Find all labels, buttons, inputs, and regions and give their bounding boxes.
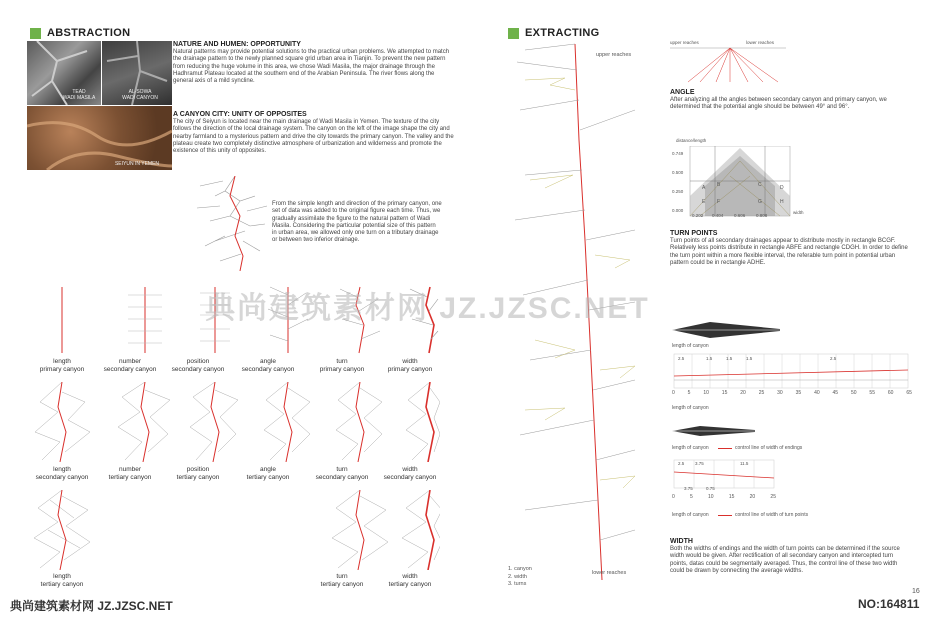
photo-wadi-masila — [27, 41, 101, 105]
angle-heading: ANGLE — [670, 89, 695, 96]
s1-top-3: 1.5 — [746, 356, 753, 361]
s2-body: The city of Seiyun is located near the main drainage of Wadi Masila in Yemen. The texture of the city follows the direction of the local drainage system. The canyon on the left of the image shape the city and nearby farmland to a mysterious pattern and drive the city towards the primary canyon. The valley and the plateau create two completely distinctive atmosphere of urbanization and wilderness and promote the existence of this unity of opposites. — [173, 119, 454, 155]
s2-mid-0: 3.75 — [684, 486, 693, 491]
width-taper-2 — [670, 422, 760, 440]
point-c: C — [758, 182, 762, 188]
width-body: Both the widths of endings and the width of turn points can be determined if the source width would be given. After rectification of all secondary canyon and intercepted turn points, datas could be segmentally averaged. Thus, the control line of these two width could be drawn by connecting the average widths. — [670, 546, 900, 574]
legend-item-turns: 3. turns — [508, 581, 527, 587]
s2-top-2: 11.5 — [740, 461, 749, 466]
y-tick-1: 0.500 — [672, 170, 684, 175]
legend — [508, 566, 532, 589]
width-taper-1 — [670, 318, 790, 342]
s1-heading: NATURE AND HUMEN: OPPORTUNITY — [173, 41, 301, 48]
label-number-tertiary: number tertiary canyon — [108, 466, 152, 481]
x-tick-1: 0.404 — [712, 213, 724, 218]
footer-right: NO:164811 — [858, 597, 920, 611]
diagram-row-2 — [30, 382, 440, 462]
angle-body: After analyzing all the angles between secondary canyon and primary canyon, we determined that the potential angle should be between 49° and 96°. — [670, 97, 887, 111]
lower-reaches-label: lower reaches — [592, 570, 627, 576]
label-position-secondary: position secondary canyon — [171, 358, 225, 373]
label-angle-tertiary: angle tertiary canyon — [246, 466, 290, 481]
len-label-3: length of canyon — [672, 445, 709, 451]
point-f: F — [717, 199, 721, 205]
legend-item-width: 2. width — [508, 573, 527, 580]
len-label-4: length of canyon — [672, 512, 709, 518]
x-tick-0: 0.202 — [692, 213, 704, 218]
label-turn-primary: turn primary canyon — [319, 358, 365, 373]
angle-fan-diagram — [668, 40, 788, 85]
label-angle-secondary: angle secondary canyon — [241, 358, 295, 373]
photo-caption-1: TEAD WADI MASILA — [62, 89, 96, 101]
green-square-icon — [508, 28, 519, 39]
s2-top-0: 2.5 — [678, 461, 685, 466]
s1-top-0: 2.5 — [678, 356, 685, 361]
label-number-secondary: number secondary canyon — [103, 358, 157, 373]
label-width-tertiary: width tertiary canyon — [388, 573, 432, 588]
upper-reaches-label: upper reaches — [596, 52, 632, 58]
drainage-figure-main — [195, 176, 270, 271]
scale2-tick: 0 — [672, 494, 675, 500]
point-d: D — [780, 185, 784, 191]
len-label-2: length of canyon — [672, 405, 709, 411]
scale1-tick: 0 — [672, 390, 675, 396]
scale1-tick: 55 — [869, 390, 875, 396]
label-length-primary: length primary canyon — [39, 358, 85, 373]
endings-legend-line — [718, 448, 732, 449]
scale2-tick: 5 — [690, 494, 693, 500]
x-tick-2: 0.606 — [734, 213, 746, 218]
abstraction-title: ABSTRACTION — [47, 27, 131, 39]
scale2-tick: 15 — [728, 494, 735, 500]
photo-caption-3: SEIYUN IN YEMEN — [114, 161, 160, 167]
scale1-tick: 10 — [703, 390, 709, 396]
y-tick-0: 0.749 — [672, 151, 684, 156]
scale1-tick: 60 — [887, 390, 894, 396]
extracting-title: EXTRACTING — [525, 27, 600, 39]
y-tick-3: 0.000 — [672, 208, 684, 213]
scale2-ticks — [672, 494, 776, 500]
scale1-tick: 35 — [795, 390, 802, 396]
point-g: G — [758, 199, 762, 205]
label-position-tertiary: position tertiary canyon — [176, 466, 220, 481]
scale2-tick: 20 — [749, 494, 756, 500]
point-h: H — [780, 199, 784, 205]
scale1-tick: 50 — [850, 390, 857, 396]
photo-caption-2: AL-SOWA WADI CANYON — [122, 89, 158, 101]
s3-body: From the simple length and direction of the primary canyon, one set of data was added to the original figure each time. Thus, we gradually assimilate the figure to the natural pattern of Wadi Masila. Considering the particular potential size of this pattern in urban area, we allowed only one turn on a tributary drainage or between two inferior drainage. — [272, 201, 442, 244]
label-width-primary: width primary canyon — [387, 358, 433, 373]
turns-legend-line — [718, 515, 732, 516]
turn-body: Turn points of all secondary drainages appear to distribute mostly in rectangle BCGF. Relatively less points distribute in rectangle ABFE and rectangle CDGH. In order to define the turn point within a more flexible interval, the referable turn point in potential urban pattern could be in rectangle ADHE. — [670, 238, 908, 266]
scale2-tick: 10 — [708, 494, 714, 500]
legend-item-canyon: 1. canyon — [508, 566, 532, 572]
scale1-tick: 5 — [687, 390, 691, 396]
point-e: E — [702, 199, 706, 205]
turn-heading: TURN POINTS — [670, 230, 718, 237]
extracting-header — [508, 27, 600, 39]
angle-lower-label: lower reaches — [746, 40, 775, 45]
s1-top-1: 1.5 — [706, 356, 713, 361]
label-turn-secondary: turn secondary canyon — [315, 466, 369, 481]
label-width-secondary: width secondary canyon — [383, 466, 437, 481]
y-tick-2: 0.250 — [672, 189, 684, 194]
angle-upper-label: upper reaches — [670, 40, 699, 45]
diagram-row-3 — [30, 490, 440, 570]
scale1-tick: 45 — [832, 390, 839, 396]
scale1-tick: 40 — [814, 390, 820, 396]
watermark: 典尚建筑素材网 JZ.JZSC.NET — [205, 292, 650, 325]
photo-canyon — [102, 41, 172, 105]
chart-x-label: width — [793, 210, 804, 215]
scale1-tick: 20 — [740, 390, 746, 396]
scale2-tick: 25 — [770, 494, 776, 500]
photo-seiyun — [27, 106, 172, 170]
scale1-ticks — [672, 390, 912, 396]
scale1-tick: 65 — [906, 390, 912, 396]
page-number: 16 — [912, 588, 920, 595]
width-endings-label: control line of width of endings — [735, 445, 803, 451]
footer-left: 典尚建筑素材网 JZ.JZSC.NET — [10, 599, 173, 613]
s1-body: Natural patterns may provide potential solutions to the practical urban problems. We attempted to match the drainage pattern to the newly planned square grid urban area in Tianjin. To prevent the new pattern from reducing the huge volume in this area, we chose Wadi Masila, the major drainage through the Hadhramut Plateau located at the southern end of the Arabian Peninsula. The river flows along the general axis of a mild syncline. — [173, 49, 450, 85]
scale-bar-2 — [670, 458, 780, 498]
green-square-icon — [30, 28, 41, 39]
s1-top-4: 2.5 — [830, 356, 837, 361]
point-b: B — [717, 182, 721, 188]
s2-heading: A CANYON CITY: UNITY OF OPPOSITES — [173, 111, 307, 118]
x-tick-3: 0.808 — [756, 213, 768, 218]
label-length-secondary: length secondary canyon — [35, 466, 89, 481]
width-turns-label: control line of width of turn points — [735, 512, 809, 518]
label-turn-tertiary: turn tertiary canyon — [320, 573, 364, 588]
width-heading: WIDTH — [670, 538, 693, 545]
s2-mid-1: 0.75 — [706, 486, 715, 491]
point-a: A — [702, 185, 706, 191]
abstraction-header — [30, 27, 130, 39]
label-length-tertiary: length tertiary canyon — [40, 573, 84, 588]
scale1-tick: 30 — [777, 390, 783, 396]
scale1-tick: 25 — [758, 390, 765, 396]
len-label-1: length of canyon — [672, 343, 709, 349]
s2-top-1: 3.75 — [695, 461, 704, 466]
chart-y-label: distance/length — [676, 138, 707, 143]
scale1-tick: 15 — [721, 390, 728, 396]
s1-top-2: 1.5 — [726, 356, 733, 361]
